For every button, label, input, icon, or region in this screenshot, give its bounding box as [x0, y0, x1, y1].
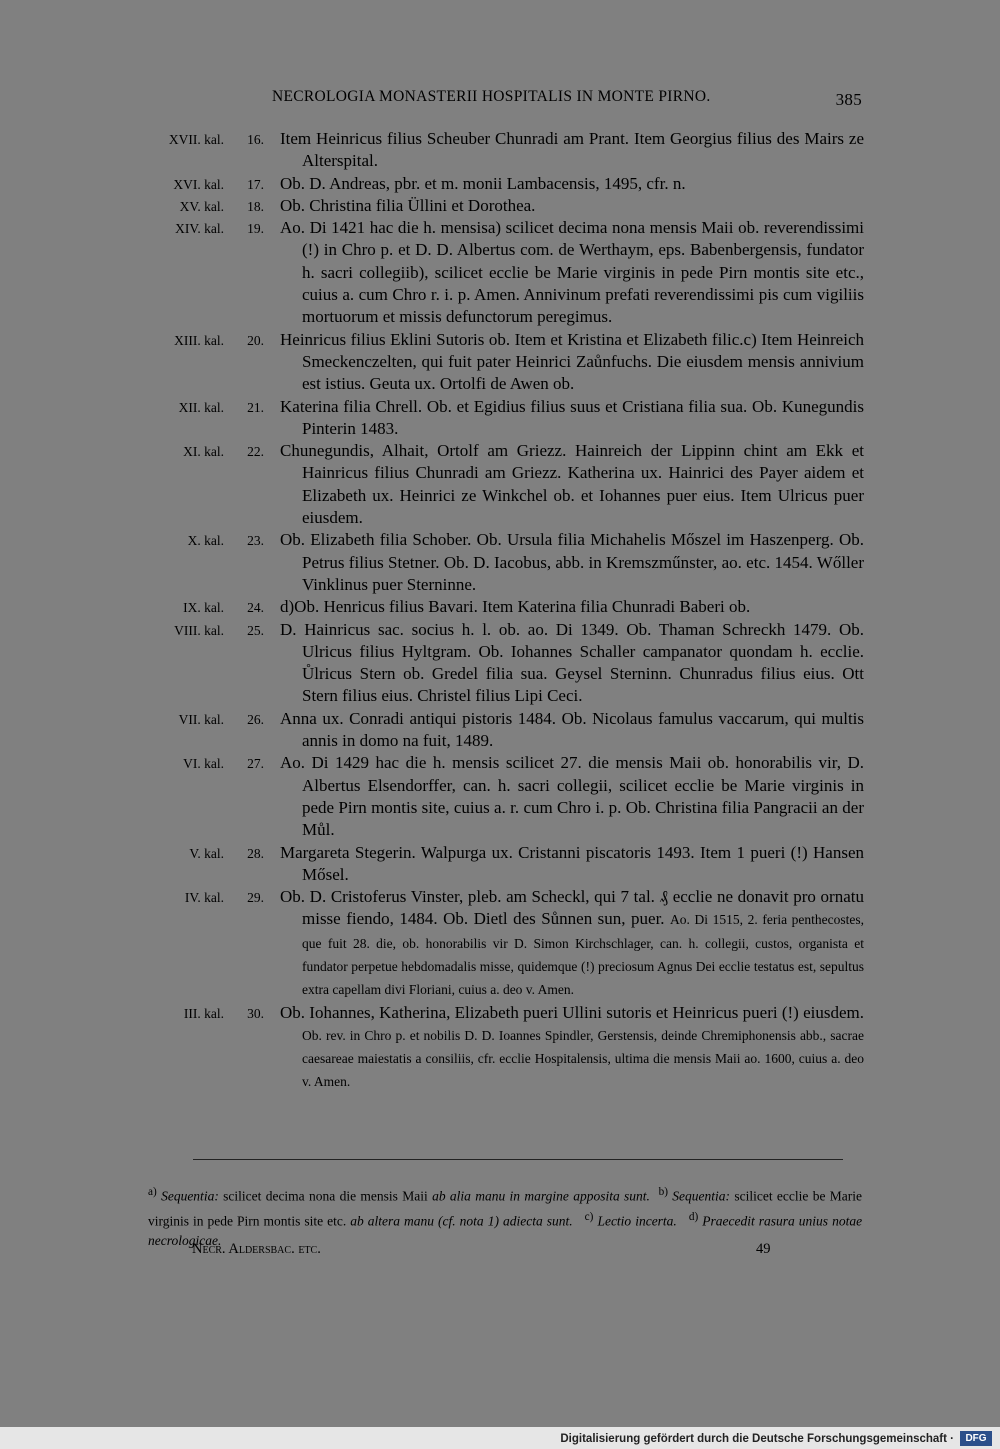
entry-text: Margareta Stegerin. Walpurga ux. Cristanni piscatoris 1493. Item 1 pueri (!) Hansen Mősel.	[280, 842, 864, 884]
entry-27	[128, 752, 864, 841]
running-header	[272, 88, 862, 109]
footnote-b-text: scilicet ecclie be Marie virginis in pede Pirn montis site etc.	[148, 1188, 863, 1228]
day-number: 30.	[247, 1005, 264, 1021]
entry-text: Anna ux. Conradi antiqui pistoris 1484. Ob. Nicolaus famulus vaccarum, qui multis annis in domo na fuit, 1489.	[280, 708, 864, 751]
entry-25	[128, 619, 864, 708]
entry-21	[128, 396, 864, 441]
signature-mark: Necr. Aldersbac. etc.	[192, 1241, 321, 1257]
kalend-date: IX. kal.	[183, 600, 224, 616]
running-title: NECROLOGIA MONASTERII HOSPITALIS IN MONTE PIRNO.	[272, 88, 711, 105]
entry-text: Chunegundis, Alhait, Ortolf am Griezz. Hainreich der Lippinn chint am Ekk et Hainricus filius Chunradi am Griezz. Katherina ux. Hainrici des Payer aidem et Elizabeth ux. Heinrici ze Winkchel ob. et Iohannes puer eius. Item Ulricus puer eiusdem.	[280, 441, 864, 528]
entry-text: D. Hainricus sac. socius h. l. ob. ao. Di 1349. Ob. Thaman Schreckh 1479. Ob. Ulricus filius Hyltgram. Ob. Iohannes Schaller campanator quondam h. ecclie. Ůlricus Stern ob. Gredel filia sua. Geysel Sterninn. Chunradus filius eius. Ott Stern filius eius. Christel filius Lipi Ceci.	[280, 619, 864, 706]
entry-text: Item Heinricus filius Scheuber Chunradi am Prant. Item Georgius filius des Mairs ze Alterspital.	[280, 129, 864, 171]
day-number: 17.	[247, 176, 264, 192]
kalend-date: XIV. kal.	[175, 221, 224, 237]
entry-text: d)Ob. Henricus filius Bavari. Item Katerina filia Chunradi Baberi ob.	[280, 597, 751, 617]
kalend-date: XVI. kal.	[173, 176, 224, 192]
kalend-date: V. kal.	[189, 845, 224, 861]
day-number: 22.	[247, 444, 264, 460]
kalend-date: VI. kal.	[183, 756, 224, 772]
day-number: 25.	[247, 622, 264, 638]
footnote-b-note: ab altera manu (cf. nota 1) adiecta sunt.	[350, 1213, 573, 1228]
entry-text	[280, 886, 864, 1001]
entry-later-addition: Ao. Di 1515, 2. feria penthecostes, que fuit 28. die, ob. honorabilis vir D. Simon Kirchschlager, can. h. collegii, custos, organista et fundator perpetue hebdomadalis misse, quidemque (!) preciosum Agnus Dei ecclie testatus est, sepultus extra capellam divi Floriani, cuius a. deo v. Amen.	[302, 912, 865, 998]
entry-main-text: Ob. Iohannes, Katherina, Elizabeth pueri Ullini sutoris et Heinricus pueri (!) eiusdem.	[280, 1002, 864, 1022]
entry-later-addition: Ob. rev. in Chro p. et nobilis D. D. Ioannes Spindler, Gerstensis, deinde Chremiphonensis abb., sacrae caesareae maiestatis a consiliis, cfr. ecclie Hospitalensis, ultima die mensis Maii ao. 1600, cuius a. deo v. Amen.	[302, 1027, 864, 1090]
page-number: 385	[835, 90, 862, 109]
footnote-a-note: ab alia manu in margine apposita sunt.	[432, 1188, 650, 1204]
footnote-a-label: Sequentia:	[161, 1188, 219, 1204]
entry-26	[128, 708, 864, 753]
entry-text: Ao. Di 1421 hac die h. mensisa) scilicet decima nona mensis Maii ob. reverendissimi (!) in Chro p. et D. D. Albertus com. de Werthaym, eps. Babenbergensis, fundator h. sacri collegiib), scilicet ecclie be Marie virginis in pede Pirn montis site etc., cuius a. cum Chro r. i. p. Amen. Annivinum prefati reverendissimi pis cum vigiliis mortuorum et missis defunctorum peregimus.	[280, 218, 864, 327]
kalend-date: XIII. kal.	[174, 332, 224, 348]
footnote-mark-b: b)	[658, 1186, 668, 1198]
entry-29	[128, 886, 864, 1001]
dfg-credit-text: Digitalisierung gefördert durch die Deutsche Forschungsgemeinschaft ·	[560, 1433, 954, 1445]
day-number: 21.	[247, 399, 264, 415]
necrology-entries	[128, 128, 864, 1094]
kalend-date: XVII. kal.	[168, 132, 224, 147]
entry-20	[128, 329, 864, 396]
kalend-date: VIII. kal.	[174, 622, 224, 638]
footnote-a-text: scilicet decima nona die mensis Maii	[223, 1188, 428, 1204]
footnote-rule	[193, 1159, 843, 1160]
day-number: 28.	[247, 845, 264, 861]
footnote-mark-c: c)	[584, 1210, 594, 1223]
footnote-b-label: Sequentia:	[672, 1188, 731, 1204]
footnote-mark-a: a)	[148, 1186, 157, 1198]
day-number: 29.	[247, 890, 264, 906]
sheet-number: 49	[756, 1241, 771, 1257]
entry-text: Ob. D. Andreas, pbr. et m. monii Lambacensis, 1495, cfr. n.	[280, 173, 686, 193]
entry-text: Heinricus filius Eklini Sutoris ob. Item et Kristina et Elizabeth filic.c) Item Heinreich Smeckenczelten, qui fuit pater Heinrici Zaůnfuchs. Die eiusdem mensis annivium est istius. Geuta ux. Ortolfi de Awen ob.	[280, 329, 864, 394]
kalend-date: III. kal.	[183, 1005, 224, 1021]
kalend-date: X. kal.	[187, 533, 224, 549]
day-number: 26.	[247, 711, 264, 727]
kalend-date: IV. kal.	[184, 890, 224, 906]
day-number: 19.	[247, 221, 264, 237]
kalend-date: XV. kal.	[179, 198, 224, 214]
entry-24	[128, 596, 864, 618]
entry-text: Katerina filia Chrell. Ob. et Egidius filius suus et Cristiana filia sua. Ob. Kunegundis Pinterin 1483.	[280, 396, 864, 438]
entry-30	[128, 1002, 864, 1094]
day-number: 20.	[247, 332, 264, 348]
entry-text: Ao. Di 1429 hac die h. mensis scilicet 27. die mensis Maii ob. honorabilis vir, D. Albertus Elsendorffer, can. h. sacri collegii, scilicet ecclie be Marie virginis in pede Pirn montis site, cuius a. r. cum Chro i. p. Ob. Christina filia Pangracii an der Můl.	[280, 753, 864, 840]
footnote-d-text: Praecedit rasura unius notae necrologicae.	[148, 1213, 863, 1248]
entry-23	[128, 529, 864, 596]
entry-16	[128, 128, 864, 173]
entry-19	[128, 217, 864, 328]
day-number: 18.	[247, 198, 264, 214]
day-number: 27.	[247, 756, 264, 772]
kalend-date: XI. kal.	[183, 444, 224, 460]
entry-main-text: Ob. D. Cristoferus Vinster, pleb. am Scheckl, qui 7 tal. ₰ ecclie ne donavit pro ornatu misse fiendo, 1484. Ob. Dietl des Sůnnen sun, puer.	[280, 887, 864, 929]
footnote-c-text: Lectio incerta.	[597, 1213, 677, 1228]
day-number: 23.	[247, 533, 264, 549]
entry-text: Ob. Elizabeth filia Schober. Ob. Ursula filia Michahelis Mőszel im Haszenperg. Ob. Petrus filius Stetner. Ob. D. Iacobus, abb. in Kremszműnster, ao. etc. 1454. Wőller Vinklinus puer Sterninne.	[280, 530, 864, 594]
kalend-date: XII. kal.	[178, 399, 224, 415]
day-number: 16.	[247, 132, 264, 147]
entry-22	[128, 440, 864, 529]
kalend-date: VII. kal.	[178, 711, 224, 727]
dfg-logo-icon[interactable]: DFG	[960, 1431, 992, 1446]
entry-18	[128, 195, 864, 217]
entry-text	[280, 1002, 864, 1094]
entry-28	[128, 842, 864, 887]
day-number: 24.	[247, 600, 264, 616]
footnote-mark-d: d)	[688, 1210, 699, 1223]
entry-17	[128, 173, 864, 195]
entry-text: Ob. Christina filia Üllini et Dorothea.	[280, 195, 536, 215]
